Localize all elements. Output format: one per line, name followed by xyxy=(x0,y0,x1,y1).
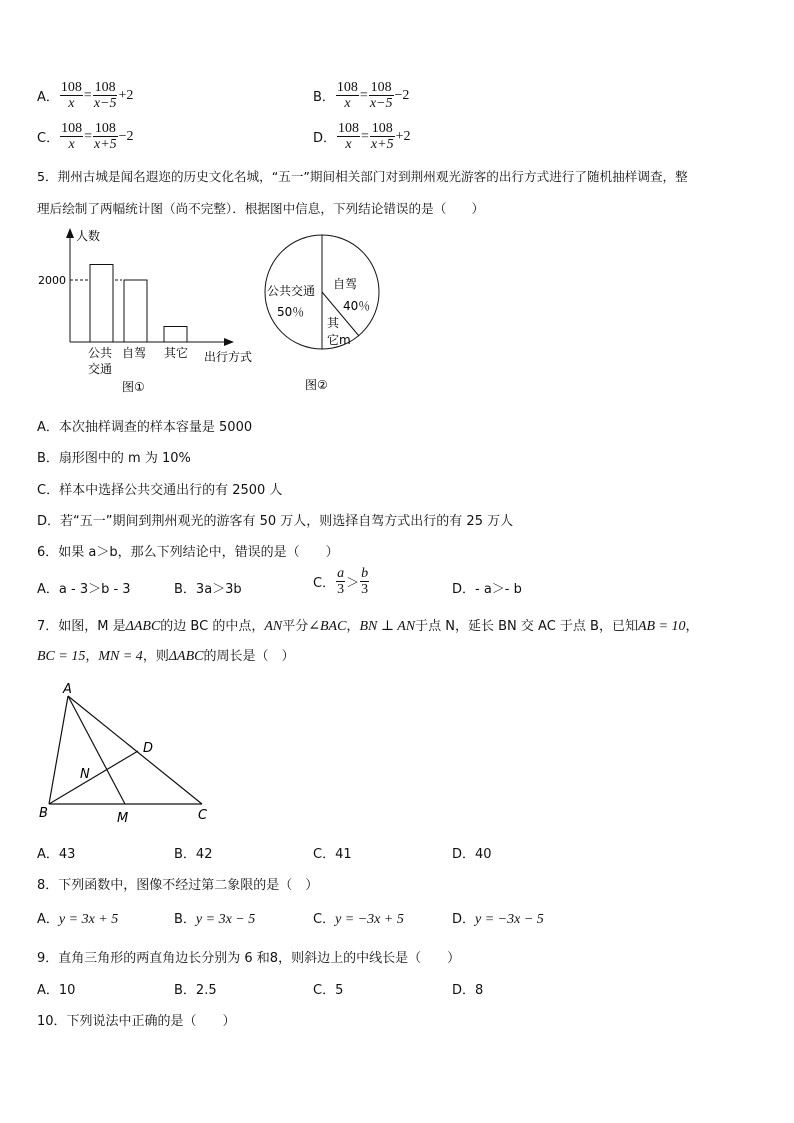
pie-label-public: 公共交通 xyxy=(267,284,316,298)
pie-chart-caption: 图② xyxy=(305,378,328,392)
bar-1 xyxy=(90,265,113,343)
y-tick-label: 2000 xyxy=(38,274,66,287)
q7-option-a: A．43 xyxy=(37,847,76,862)
q7-option-d: D．40 xyxy=(452,847,492,862)
x-axis-label: 出行方式 xyxy=(204,350,253,364)
bar-chart-caption: 图① xyxy=(122,380,145,394)
q7-option-b: B．42 xyxy=(174,847,213,862)
q5-stem-line2: 理后绘制了两幅统计图（尚不完整）．根据图中信息，下列结论错误的是（ ） xyxy=(37,201,485,216)
x-axis-arrow-icon xyxy=(224,338,234,346)
category-label-1b: 交通 xyxy=(88,362,113,376)
point-m-label: M xyxy=(117,811,129,826)
q5-option-c: C．样本中选择公共交通出行的有 2500 人 xyxy=(37,483,283,498)
category-label-1a: 公共 xyxy=(88,346,113,360)
point-a-label: A xyxy=(63,682,72,697)
q7-stem-line2: BC = 15，MN = 4，则ΔABC的周长是（ ） xyxy=(37,649,295,664)
q8-option-c: C．y = −3x + 5 xyxy=(313,912,404,927)
q5-option-d: D．若“五一”期间到荆州观光的游客有 50 万人，则选择自驾方式出行的有 25 万人 xyxy=(37,514,514,529)
q8-option-a: A．y = 3x + 5 xyxy=(37,912,119,927)
pie-label-drive: 自驾 xyxy=(333,277,358,291)
point-d-label: D xyxy=(143,741,154,756)
bar-3 xyxy=(164,327,187,343)
q6-option-c: C． $\frac{a}{3}$ ＞ $\frac{b}{3}$ xyxy=(313,566,369,597)
category-label-3: 其它 xyxy=(164,346,189,360)
q4-option-d: D． $\frac{108}{x}$ = $\frac{108}{x+5}$ +2 xyxy=(313,121,411,152)
q6-option-a: A．a - 3＞b - 3 xyxy=(37,582,131,597)
q4-option-b: B． $\frac{108}{x}$ = $\frac{108}{x-5}$ −2 xyxy=(313,80,410,111)
side-ac xyxy=(68,696,202,804)
pie-value-drive: 40％ xyxy=(343,299,371,313)
q6-stem: 6．如果 a＞b，那么下列结论中，错误的是（ ） xyxy=(37,545,339,560)
bar-chart xyxy=(30,222,270,402)
pie-value-public: 50％ xyxy=(277,305,305,319)
q10-stem: 10．下列说法中正确的是（ ） xyxy=(37,1014,236,1029)
segment-bd xyxy=(49,751,138,804)
q8-option-d: D．y = −3x − 5 xyxy=(452,912,544,927)
q6-option-d: D．- a＞- b xyxy=(452,582,522,597)
side-ab xyxy=(49,696,68,804)
q5-option-a: A．本次抽样调查的样本容量是 5000 xyxy=(37,420,253,435)
point-n-label: N xyxy=(80,767,90,782)
category-label-2: 自驾 xyxy=(122,346,147,360)
q4-option-a: A． $\frac{108}{x}$ = $\frac{108}{x-5}$ +2 xyxy=(37,80,134,111)
q9-option-a: A．10 xyxy=(37,983,76,998)
q9-stem: 9．直角三角形的两直角边长分别为 6 和8，则斜边上的中线长是（ ） xyxy=(37,951,461,966)
y-axis-label: 人数 xyxy=(76,229,101,243)
q9-option-b: B．2.5 xyxy=(174,983,217,998)
q5-stem-line1: 5．荆州古城是闻名遐迩的历史文化名城，“五一”期间相关部门对到荆州观光游客的出行方式进行了随机抽样调查，整 xyxy=(37,169,688,184)
triangle-figure xyxy=(30,678,220,828)
y-axis-arrow-icon xyxy=(66,228,74,238)
q5-option-b: B．扇形图中的 m 为 10% xyxy=(37,451,191,466)
point-b-label: B xyxy=(39,806,48,821)
bar-2 xyxy=(124,280,147,342)
q6-option-b: B．3a＞3b xyxy=(174,582,242,597)
q9-option-c: C．5 xyxy=(313,983,344,998)
q8-stem: 8．下列函数中，图像不经过第二象限的是（ ） xyxy=(37,878,319,893)
pie-label-other-2: 它m xyxy=(327,333,351,347)
point-c-label: C xyxy=(198,808,208,823)
pie-chart xyxy=(255,228,390,398)
pie-label-other-1: 其 xyxy=(327,316,340,330)
q9-option-d: D．8 xyxy=(452,983,484,998)
q7-option-c: C．41 xyxy=(313,847,352,862)
q7-stem-line1: 7．如图，M 是ΔABC的边 BC 的中点，AN平分∠BAC，BN ⊥ AN于点 N，延长 BN 交 AC 于点 B，已知AB = 10， xyxy=(37,619,699,634)
q8-option-b: B．y = 3x − 5 xyxy=(174,912,256,927)
q4-option-c: C． $\frac{108}{x}$ = $\frac{108}{x+5}$ −2 xyxy=(37,121,134,152)
